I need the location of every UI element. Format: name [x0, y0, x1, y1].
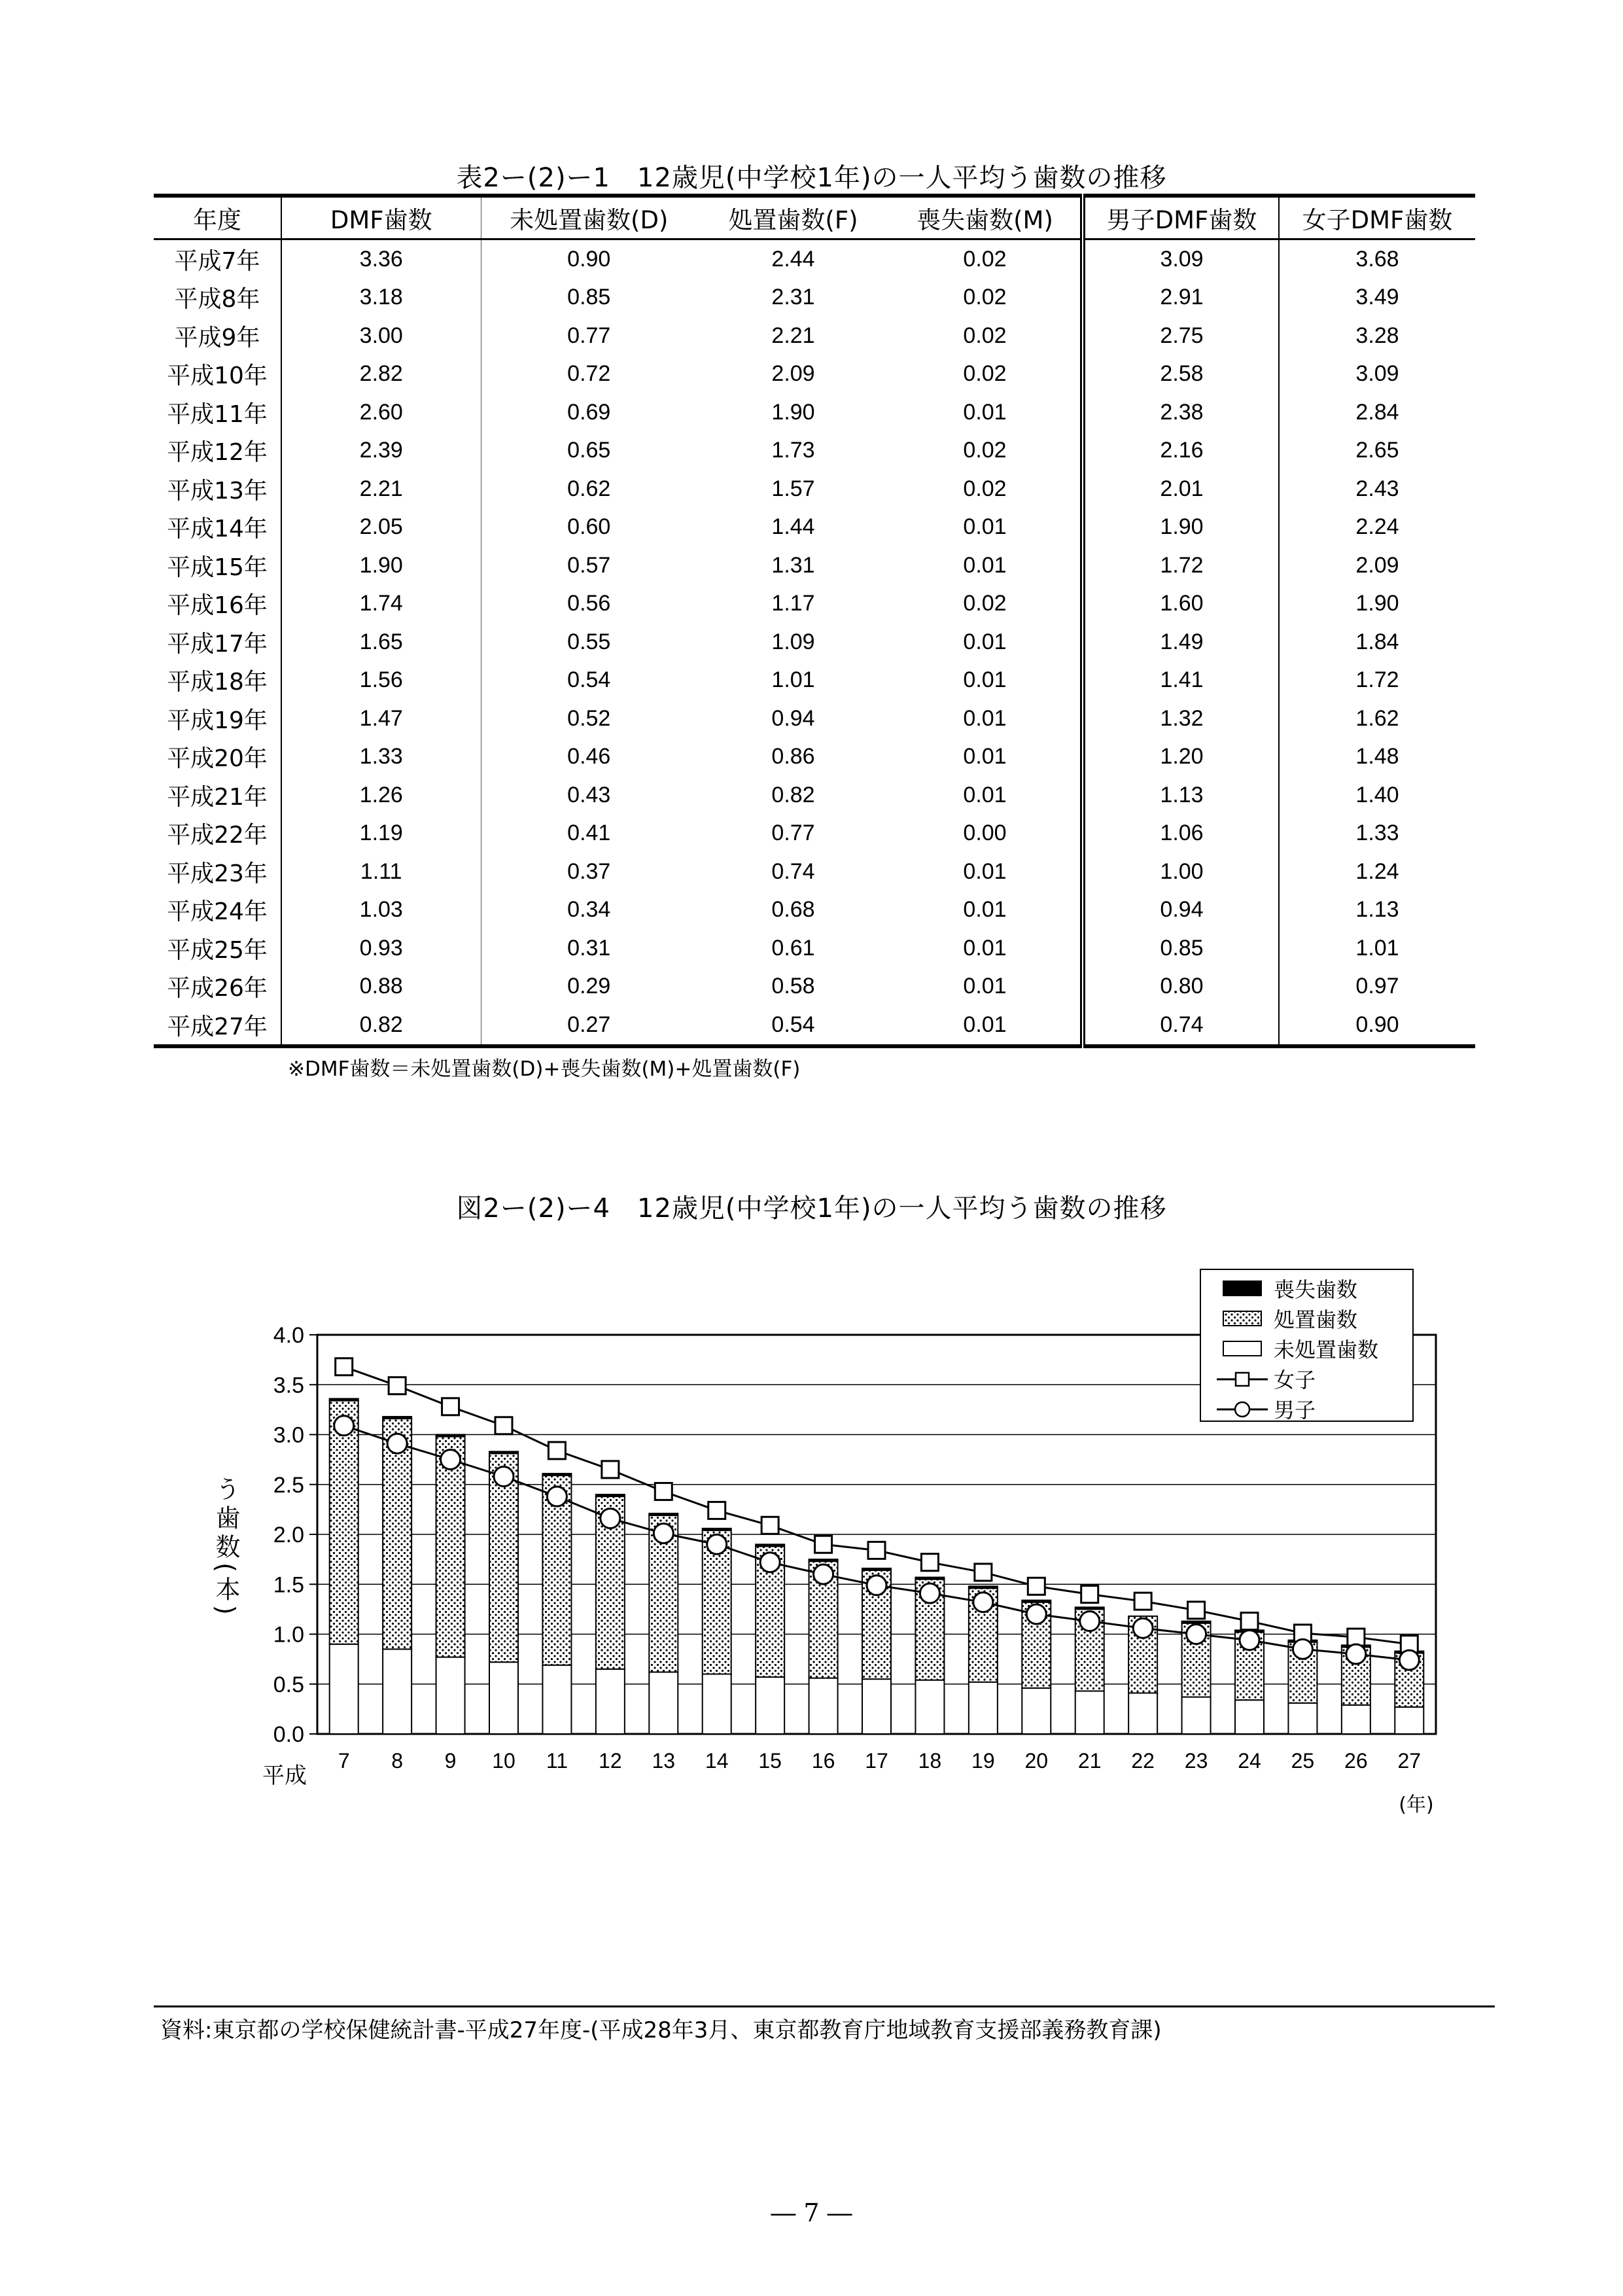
source-divider: [154, 2005, 1495, 2007]
table-cell: 1.33: [281, 738, 481, 777]
table-cell: 3.36: [281, 239, 481, 279]
bar-segment-untreated: [330, 1644, 358, 1734]
table-cell: 1.20: [1083, 738, 1279, 777]
table-cell: 0.02: [890, 239, 1083, 279]
row-year: 平成12年: [154, 432, 281, 470]
x-tick-label: 18: [918, 1749, 942, 1773]
row-year: 平成27年: [154, 1006, 281, 1046]
column-header: 処置歯数(F): [697, 196, 890, 239]
table-cell: 0.01: [890, 738, 1083, 777]
bar-segment-missing: [596, 1494, 625, 1496]
row-year: 平成25年: [154, 929, 281, 968]
marker-girls: [1348, 1629, 1365, 1646]
column-header: DMF歯数: [281, 196, 481, 239]
x-tick-label: 7: [338, 1749, 350, 1773]
x-tick-label: 23: [1184, 1749, 1208, 1773]
bar-segment-missing: [703, 1528, 731, 1530]
table-cell: 2.16: [1083, 432, 1279, 470]
x-tick-label: 11: [546, 1749, 568, 1773]
table-cell: 1.13: [1355, 897, 1399, 923]
bar-segment-missing: [489, 1451, 518, 1453]
x-axis-unit: (年): [1399, 1793, 1434, 1816]
table-cell: 0.34: [567, 897, 611, 923]
table-cell: 0.85: [567, 285, 611, 310]
table-cell: 0.90: [1279, 1006, 1475, 1046]
table-cell: 3.09: [1083, 239, 1279, 279]
table-cell: 0.77: [567, 323, 611, 348]
table-cell: 1.90: [771, 399, 815, 425]
table-cell: 0.01: [890, 623, 1083, 662]
marker-girls: [602, 1461, 619, 1478]
marker-boys: [760, 1553, 780, 1572]
column-header: 喪失歯数(M): [890, 196, 1083, 239]
x-tick-label: 13: [652, 1749, 676, 1773]
bar-segment-missing: [1022, 1600, 1051, 1602]
x-tick-label: 14: [705, 1749, 729, 1773]
table-cell: 0.82: [281, 1006, 481, 1046]
table-cell: 0.68: [771, 897, 815, 923]
y-tick-label: 0.0: [273, 1722, 304, 1747]
bar-segment-untreated: [1342, 1705, 1370, 1734]
row-year: 平成23年: [154, 853, 281, 891]
table-cell: 2.58: [1083, 355, 1279, 394]
page-number: ― 7 ―: [771, 2199, 852, 2227]
marker-boys: [1240, 1631, 1259, 1650]
table-cell: 0.01: [890, 776, 1083, 815]
table-cell: 0.02: [890, 470, 1083, 508]
table-cell: 1.72: [1083, 546, 1279, 585]
bar-segment-untreated: [1182, 1697, 1211, 1734]
table-cell: 0.01: [890, 968, 1083, 1006]
table-cell: 1.00: [1083, 853, 1279, 891]
table-cell: 2.09: [1355, 552, 1399, 578]
table-cell: 0.01: [890, 508, 1083, 547]
bar-segment-untreated: [703, 1674, 731, 1735]
table-cell: 0.72: [567, 361, 611, 387]
table-cell: 3.09: [1355, 361, 1399, 387]
marker-boys: [1399, 1650, 1419, 1670]
table-cell: 0.41: [567, 821, 611, 846]
x-tick-label: 26: [1344, 1749, 1368, 1773]
marker-boys: [601, 1509, 620, 1528]
x-tick-label: 22: [1131, 1749, 1155, 1773]
marker-girls: [336, 1358, 353, 1375]
table-cell: 0.02: [890, 355, 1083, 394]
marker-boys: [494, 1467, 514, 1487]
bar-segment-missing: [1182, 1621, 1211, 1623]
bar-segment-untreated: [649, 1672, 678, 1734]
column-header: 女子DMF歯数: [1279, 196, 1475, 239]
marker-boys: [387, 1434, 407, 1453]
y-tick-label: 3.5: [273, 1373, 304, 1398]
table-cell: 0.56: [567, 591, 611, 616]
marker-boys: [1026, 1604, 1046, 1624]
row-year: 平成8年: [154, 279, 281, 317]
table-cell: 0.27: [481, 1006, 697, 1046]
legend-marker: [1235, 1402, 1249, 1417]
table-cell: 0.01: [890, 929, 1083, 968]
bar-segment-untreated: [1395, 1707, 1423, 1734]
bar-segment-untreated: [1235, 1700, 1264, 1734]
table-cell: 1.01: [771, 667, 815, 693]
y-tick-label: 0.5: [273, 1672, 304, 1697]
row-year: 平成7年: [154, 239, 281, 279]
row-year: 平成14年: [154, 508, 281, 547]
table-cell: 0.01: [890, 1006, 1083, 1046]
bar-segment-untreated: [1022, 1688, 1051, 1734]
bar-segment-missing: [1075, 1607, 1104, 1609]
bar-segment-treated: [330, 1401, 358, 1644]
y-axis-label: う歯数(本): [211, 1476, 240, 1619]
table-cell: 0.57: [567, 552, 611, 578]
marker-girls: [548, 1442, 565, 1459]
table-cell: 0.37: [567, 858, 611, 884]
marker-girls: [1188, 1602, 1205, 1619]
bar-segment-untreated: [915, 1680, 944, 1734]
table-cell: 0.94: [771, 705, 815, 731]
table-cell: 0.65: [567, 438, 611, 463]
column-header: 未処置歯数(D): [481, 196, 697, 239]
x-tick-label: 21: [1077, 1749, 1102, 1773]
marker-girls: [708, 1502, 725, 1519]
legend-swatch: [1223, 1341, 1261, 1356]
table-cell: 2.44: [771, 246, 815, 272]
x-tick-label: 24: [1238, 1749, 1261, 1773]
marker-boys: [547, 1487, 567, 1506]
table-cell: 0.58: [771, 974, 815, 999]
table-cell: 1.19: [281, 815, 481, 853]
marker-girls: [442, 1398, 459, 1415]
table-cell: 2.38: [1083, 393, 1279, 432]
table-cell: 0.82: [771, 782, 815, 807]
marker-boys: [814, 1564, 833, 1584]
legend-swatch: [1223, 1311, 1261, 1326]
table-cell: 0.88: [281, 968, 481, 1006]
row-year: 平成22年: [154, 815, 281, 853]
y-tick-label: 4.0: [273, 1323, 304, 1348]
table-cell: 0.01: [890, 546, 1083, 585]
marker-boys: [1293, 1639, 1312, 1659]
bar-segment-untreated: [1075, 1691, 1104, 1734]
bar-segment-missing: [756, 1544, 784, 1546]
table-cell: 0.01: [890, 853, 1083, 891]
row-year: 平成10年: [154, 355, 281, 394]
bar-segment-untreated: [542, 1665, 571, 1734]
marker-boys: [1133, 1618, 1153, 1638]
bar-segment-untreated: [1288, 1703, 1317, 1734]
table-cell: 1.90: [1083, 508, 1279, 547]
table-cell: 1.41: [1083, 662, 1279, 700]
table-cell: 2.82: [281, 355, 481, 394]
table-cell: 1.57: [771, 476, 815, 501]
table-note: ※DMF歯数＝未処置歯数(D)+喪失歯数(M)+処置歯数(F): [288, 1057, 801, 1081]
table-title: 表2ー(2)ー1 12歳児(中学校1年)の一人平均う歯数の推移: [456, 163, 1167, 193]
y-tick-label: 2.5: [273, 1472, 304, 1498]
table-cell: 3.18: [281, 279, 481, 317]
marker-girls: [389, 1377, 406, 1394]
table-cell: 2.75: [1083, 317, 1279, 355]
marker-boys: [1187, 1625, 1206, 1644]
bar-segment-untreated: [436, 1657, 465, 1734]
table-cell: 0.80: [1083, 968, 1279, 1006]
bar-segment-missing: [383, 1417, 411, 1419]
table-cell: 0.01: [890, 699, 1083, 738]
table-cell: 1.32: [1083, 699, 1279, 738]
table-cell: 0.02: [890, 432, 1083, 470]
table-cell: 0.29: [567, 974, 611, 999]
table-cell: 2.43: [1355, 476, 1399, 501]
table-cell: 0.77: [771, 821, 815, 846]
table-cell: 1.40: [1355, 782, 1399, 807]
table-cell: 1.13: [1083, 776, 1279, 815]
table-cell: 0.93: [281, 929, 481, 968]
legend-label: 女子: [1274, 1368, 1316, 1392]
table-cell: 1.11: [281, 853, 481, 891]
table-cell: 0.62: [567, 476, 611, 501]
table-cell: 3.49: [1355, 285, 1399, 310]
table-cell: 1.73: [771, 438, 815, 463]
table-cell: 0.54: [697, 1006, 890, 1046]
table-cell: 0.69: [567, 399, 611, 425]
table-cell: 0.02: [890, 317, 1083, 355]
table-cell: 1.56: [281, 662, 481, 700]
source-note: 資料:東京都の学校保健統計書-平成27年度-(平成28年3月、東京都教育庁地域教育支援部義務教育課): [160, 2017, 1162, 2043]
x-tick-label: 17: [865, 1749, 888, 1773]
legend-label: 処置歯数: [1274, 1307, 1358, 1332]
chart-title: 図2ー(2)ー4 12歳児(中学校1年)の一人平均う歯数の推移: [456, 1193, 1167, 1224]
bar-segment-missing: [330, 1399, 358, 1401]
table-cell: 0.60: [567, 514, 611, 540]
table-cell: 2.24: [1355, 514, 1399, 540]
marker-girls: [1028, 1578, 1045, 1595]
table-cell: 3.00: [281, 317, 481, 355]
bar-segment-untreated: [383, 1649, 411, 1734]
table-cell: 0.86: [771, 744, 815, 769]
table-cell: 0.97: [1355, 974, 1399, 999]
column-header: 男子DMF歯数: [1083, 196, 1279, 239]
marker-girls: [1134, 1593, 1151, 1610]
table-cell: 0.61: [771, 935, 815, 961]
marker-boys: [973, 1593, 993, 1612]
table-cell: 0.00: [890, 815, 1083, 853]
table-cell: 1.17: [771, 591, 815, 616]
table-cell: 1.60: [1083, 585, 1279, 624]
marker-boys: [707, 1534, 727, 1554]
table-cell: 1.72: [1355, 667, 1399, 693]
table-cell: 1.90: [1355, 591, 1399, 616]
marker-boys: [441, 1450, 461, 1470]
y-tick-label: 3.0: [273, 1422, 304, 1448]
table-cell: 1.24: [1355, 858, 1399, 884]
bar-segment-untreated: [969, 1682, 998, 1734]
table-cell: 1.62: [1355, 705, 1399, 731]
table-cell: 0.74: [771, 858, 815, 884]
table-cell: 1.65: [281, 623, 481, 662]
table-cell: 1.44: [771, 514, 815, 540]
x-tick-label: 19: [971, 1749, 995, 1773]
table-cell: 1.01: [1355, 935, 1399, 961]
x-tick-label: 16: [811, 1749, 835, 1773]
marker-girls: [921, 1554, 938, 1571]
table-cell: 0.01: [890, 393, 1083, 432]
table-cell: 2.91: [1083, 279, 1279, 317]
row-year: 平成21年: [154, 776, 281, 815]
legend-label: 喪失歯数: [1274, 1277, 1358, 1302]
x-tick-label: 25: [1291, 1749, 1315, 1773]
marker-boys: [867, 1576, 886, 1595]
row-year: 平成18年: [154, 662, 281, 700]
legend-label: 男子: [1274, 1398, 1316, 1422]
table-cell: 1.31: [771, 552, 815, 578]
bar-segment-untreated: [489, 1662, 518, 1734]
x-tick-label: 20: [1024, 1749, 1049, 1773]
marker-boys: [1346, 1644, 1366, 1664]
table-cell: 3.68: [1355, 246, 1399, 272]
table-cell: 0.54: [567, 667, 611, 693]
table-cell: 2.21: [281, 470, 481, 508]
bar-segment-missing: [969, 1586, 998, 1588]
y-tick-label: 2.0: [273, 1523, 304, 1547]
table-cell: 0.02: [890, 279, 1083, 317]
table-cell: 2.21: [771, 323, 815, 348]
table-cell: 0.02: [890, 585, 1083, 624]
x-tick-label: 27: [1397, 1749, 1422, 1773]
table-cell: 0.46: [567, 744, 611, 769]
legend-swatch: [1223, 1281, 1261, 1296]
x-axis-prefix: 平成: [262, 1763, 307, 1789]
marker-girls: [495, 1417, 512, 1434]
marker-girls: [655, 1483, 672, 1500]
x-tick-label: 8: [391, 1749, 404, 1773]
table-cell: 3.28: [1355, 323, 1399, 348]
table-cell: 1.47: [281, 699, 481, 738]
table-cell: 2.60: [281, 393, 481, 432]
table-cell: 2.84: [1355, 399, 1399, 425]
y-tick-label: 1.0: [273, 1622, 304, 1648]
marker-girls: [815, 1536, 832, 1553]
bar-segment-missing: [649, 1513, 678, 1515]
row-year: 平成13年: [154, 470, 281, 508]
row-year: 平成15年: [154, 546, 281, 585]
row-year: 平成20年: [154, 738, 281, 777]
x-tick-label: 10: [492, 1749, 515, 1773]
marker-boys: [920, 1583, 939, 1603]
table-cell: 2.09: [771, 361, 815, 387]
table-cell: 1.06: [1083, 815, 1279, 853]
table-cell: 2.65: [1355, 438, 1399, 463]
table-cell: 2.39: [281, 432, 481, 470]
bar-segment-missing: [862, 1568, 891, 1570]
table-cell: 0.43: [567, 782, 611, 807]
row-year: 平成11年: [154, 393, 281, 432]
row-year: 平成9年: [154, 317, 281, 355]
legend-label: 未処置歯数: [1274, 1337, 1379, 1362]
bar-segment-untreated: [809, 1678, 838, 1734]
marker-girls: [868, 1542, 885, 1559]
marker-girls: [1081, 1586, 1098, 1603]
marker-boys: [654, 1523, 673, 1543]
table-cell: 1.48: [1355, 744, 1399, 769]
table-cell: 1.74: [281, 585, 481, 624]
table-cell: 0.55: [567, 629, 611, 654]
table-cell: 0.01: [890, 891, 1083, 930]
row-year: 平成19年: [154, 699, 281, 738]
row-year: 平成26年: [154, 968, 281, 1006]
table-cell: 1.49: [1083, 623, 1279, 662]
marker-girls: [1241, 1613, 1258, 1630]
bar-segment-untreated: [862, 1679, 891, 1734]
table-cell: 1.33: [1355, 821, 1399, 846]
column-header: 年度: [154, 196, 281, 239]
x-tick-label: 12: [599, 1749, 622, 1773]
table-cell: 1.90: [281, 546, 481, 585]
table-cell: 0.74: [1083, 1006, 1279, 1046]
table-cell: 0.31: [567, 935, 611, 961]
bar-segment-missing: [542, 1474, 571, 1475]
row-year: 平成24年: [154, 891, 281, 930]
table-cell: 1.03: [281, 891, 481, 930]
table-cell: 0.01: [890, 662, 1083, 700]
y-tick-label: 1.5: [273, 1572, 304, 1598]
bar-segment-untreated: [1128, 1693, 1157, 1734]
table-cell: 2.31: [771, 285, 815, 310]
table-cell: 0.94: [1083, 891, 1279, 930]
table-cell: 1.26: [281, 776, 481, 815]
x-tick-label: 15: [758, 1749, 782, 1773]
table-cell: 0.52: [567, 705, 611, 731]
marker-boys: [334, 1416, 354, 1436]
marker-girls: [975, 1564, 992, 1581]
table-cell: 1.84: [1355, 629, 1399, 654]
bar-segment-missing: [809, 1559, 838, 1561]
table-cell: 2.05: [281, 508, 481, 547]
table-cell: 0.85: [1083, 929, 1279, 968]
table-cell: 0.90: [567, 246, 611, 272]
table-cell: 2.01: [1083, 470, 1279, 508]
bar-segment-missing: [436, 1435, 465, 1437]
x-tick-label: 9: [444, 1749, 457, 1773]
row-year: 平成17年: [154, 623, 281, 662]
bar-segment-untreated: [756, 1677, 784, 1734]
marker-girls: [761, 1517, 778, 1534]
bar-segment-untreated: [596, 1669, 625, 1734]
marker-boys: [1080, 1612, 1100, 1631]
bar-segment-missing: [915, 1578, 944, 1580]
table-cell: 1.09: [771, 629, 815, 654]
row-year: 平成16年: [154, 585, 281, 624]
legend-marker: [1236, 1373, 1249, 1386]
